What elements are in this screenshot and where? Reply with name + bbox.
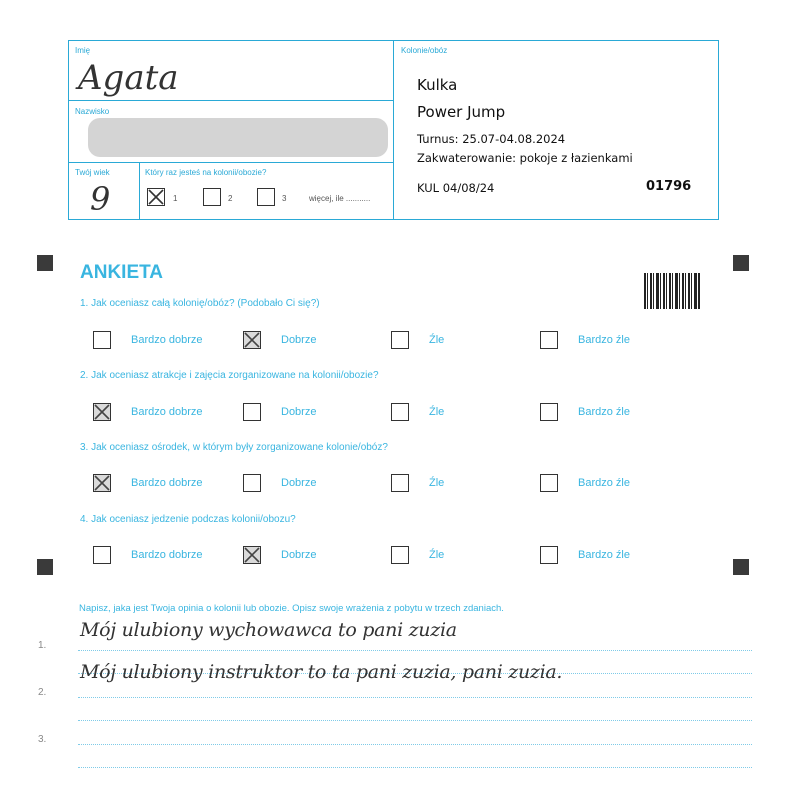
q3-zle-checkbox[interactable]	[391, 474, 409, 492]
form-code: 01796	[646, 179, 692, 194]
q2-dobrze-checkbox[interactable]	[243, 403, 261, 421]
wiecej-label: więcej, ile ...........	[309, 194, 371, 203]
answer-line-1a	[78, 650, 752, 651]
wiek-label: Twój wiek	[75, 168, 110, 177]
wiek-value: 9	[90, 180, 111, 218]
q4-bardzo-dobrze-label: Bardzo dobrze	[131, 549, 203, 561]
q3-zle-label: Źle	[429, 477, 445, 489]
age-divider	[139, 162, 140, 220]
line-number-2: 2.	[38, 687, 47, 698]
answer-line-3b	[78, 767, 752, 768]
attendance-option-3-checkbox[interactable]	[257, 188, 275, 206]
q1-zle-label: Źle	[429, 334, 445, 346]
opinion-prompt: Napisz, jaka jest Twoja opinia o kolonii lub obozie. Opisz swoje wrażenia z pobytu w trzech zdaniach.	[79, 603, 504, 614]
answer-line-2b	[78, 720, 752, 721]
attendance-option-1-label: 1	[173, 194, 178, 203]
q3-dobrze-label: Dobrze	[281, 477, 317, 489]
q1-bardzo-zle-checkbox[interactable]	[540, 331, 558, 349]
ktory-raz-label: Który raz jesteś na kolonii/obozie?	[145, 168, 267, 177]
kolonie-label: Kolonie/obóz	[401, 46, 448, 55]
q1-dobrze-label: Dobrze	[281, 334, 317, 346]
q2-bardzo-zle-label: Bardzo źle	[578, 406, 630, 418]
question-2-text: 2. Jak oceniasz atrakcje i zajęcia zorganizowane na kolonii/obozie?	[80, 370, 379, 381]
q4-zle-checkbox[interactable]	[391, 546, 409, 564]
header-row-line-1	[68, 100, 393, 101]
q3-bardzo-dobrze-label: Bardzo dobrze	[131, 477, 203, 489]
q4-zle-label: Źle	[429, 549, 445, 561]
q4-dobrze-label: Dobrze	[281, 549, 317, 561]
q2-zle-checkbox[interactable]	[391, 403, 409, 421]
registration-mark-top-right	[733, 255, 749, 271]
camp-program: Power Jump	[417, 103, 506, 121]
registration-mark-bottom-right	[733, 559, 749, 575]
imie-label: Imię	[75, 46, 91, 55]
q4-bardzo-zle-checkbox[interactable]	[540, 546, 558, 564]
q1-zle-checkbox[interactable]	[391, 331, 409, 349]
answer-2: Mój ulubiony instruktor to ta pani zuzia, pani zuzia.	[80, 661, 563, 683]
registration-mark-top-left	[37, 255, 53, 271]
header-row-line-2	[68, 162, 393, 163]
header-divider	[393, 40, 394, 220]
survey-title: ANKIETA	[80, 262, 164, 283]
answer-line-3a	[78, 744, 752, 745]
q4-dobrze-checkbox[interactable]	[243, 546, 261, 564]
q1-dobrze-checkbox[interactable]	[243, 331, 261, 349]
nazwisko-label: Nazwisko	[75, 107, 110, 116]
attendance-option-1-checkbox[interactable]	[147, 188, 165, 206]
q4-bardzo-dobrze-checkbox[interactable]	[93, 546, 111, 564]
question-3-text: 3. Jak oceniasz ośrodek, w którym były zorganizowane kolonie/obóz?	[80, 442, 388, 453]
q1-bardzo-zle-label: Bardzo źle	[578, 334, 630, 346]
q4-bardzo-zle-label: Bardzo źle	[578, 549, 630, 561]
q3-dobrze-checkbox[interactable]	[243, 474, 261, 492]
q2-dobrze-label: Dobrze	[281, 406, 317, 418]
answer-line-2a	[78, 697, 752, 698]
registration-mark-bottom-left	[37, 559, 53, 575]
barcode-icon	[644, 273, 700, 309]
kul-date: KUL 04/08/24	[417, 181, 495, 195]
q1-bardzo-dobrze-label: Bardzo dobrze	[131, 334, 203, 346]
q3-bardzo-zle-checkbox[interactable]	[540, 474, 558, 492]
line-number-3: 3.	[38, 734, 47, 745]
turnus: Turnus: 25.07-04.08.2024	[417, 132, 566, 146]
imie-value: Agata	[78, 58, 179, 98]
answer-1: Mój ulubiony wychowawca to pani zuzia	[80, 619, 457, 641]
line-number-1: 1.	[38, 640, 47, 651]
attendance-option-2-label: 2	[228, 194, 233, 203]
q2-zle-label: Źle	[429, 406, 445, 418]
q1-bardzo-dobrze-checkbox[interactable]	[93, 331, 111, 349]
question-1-text: 1. Jak oceniasz całą kolonię/obóz? (Podobało Ci się?)	[80, 298, 320, 309]
q3-bardzo-zle-label: Bardzo źle	[578, 477, 630, 489]
zakwaterowanie: Zakwaterowanie: pokoje z łazienkami	[417, 151, 633, 165]
camp-name: Kulka	[417, 76, 458, 94]
attendance-option-2-checkbox[interactable]	[203, 188, 221, 206]
question-4-text: 4. Jak oceniasz jedzenie podczas kolonii/obozu?	[80, 514, 296, 525]
q2-bardzo-dobrze-label: Bardzo dobrze	[131, 406, 203, 418]
q3-bardzo-dobrze-checkbox[interactable]	[93, 474, 111, 492]
q2-bardzo-dobrze-checkbox[interactable]	[93, 403, 111, 421]
redacted-surname	[88, 118, 388, 157]
attendance-option-3-label: 3	[282, 194, 287, 203]
q2-bardzo-zle-checkbox[interactable]	[540, 403, 558, 421]
